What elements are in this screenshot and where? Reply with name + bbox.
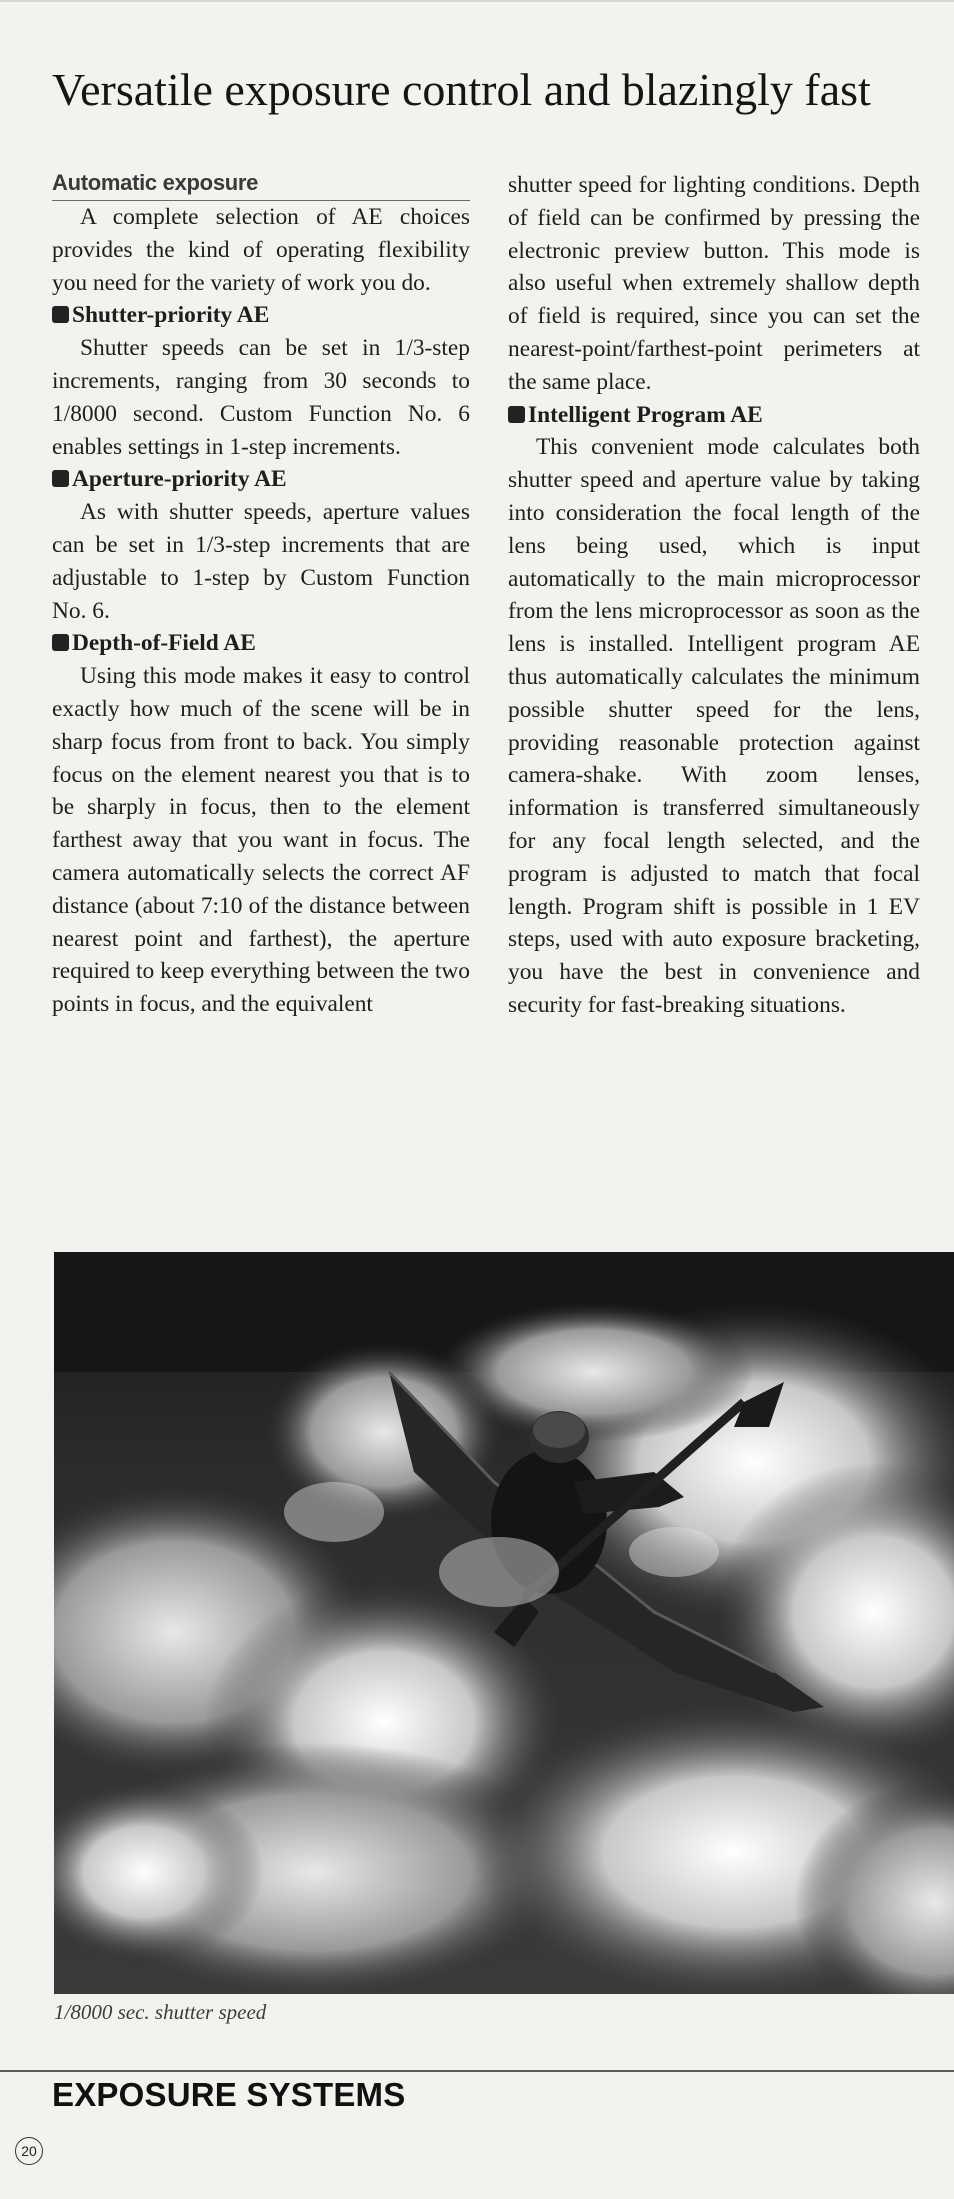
shutter-priority-paragraph: Shutter speeds can be set in 1/3-step increments, ranging from 30 seconds to 1/8000 second. Custom Function No. 6 enables settings in 1-step increments. xyxy=(52,335,470,460)
photo-caption: 1/8000 sec. shutter speed xyxy=(54,2000,267,2024)
shutter-priority-heading xyxy=(52,299,470,332)
depth-of-field-title: Depth-of-Field AE xyxy=(72,630,256,657)
bullet-icon xyxy=(52,306,69,323)
intelligent-program-title: Intelligent Program AE xyxy=(528,401,763,428)
depth-of-field-paragraph: Using this mode makes it easy to control exactly how much of the scene will be in sharp focus from front to back. You simply focus on the element nearest you that is to be sharply in focus, then to the element farthest away that you want in focus. The camera automatically selects the correct AF distance (about 7:10 of the distance between nearest point and farthest), the aperture required to keep everything between the two points in focus, and the equivalent xyxy=(52,663,470,1018)
section-label: Automatic exposure xyxy=(52,168,470,201)
aperture-priority-title: Aperture-priority AE xyxy=(72,466,287,493)
bullet-icon xyxy=(52,634,69,651)
intro-paragraph: A complete selection of AE choices provides the kind of operating flexibility you need for the variety of work you do. xyxy=(52,204,470,296)
aperture-priority-heading xyxy=(52,463,470,496)
bullet-icon xyxy=(52,470,69,487)
depth-of-field-continued: shutter speed for lighting conditions. Depth of field can be confirmed by pressing the electronic preview button. This mode is also useful when extremely shallow depth of field is required, since you can set the nearest-point/farthest-point perimeters at the same place. xyxy=(508,172,920,395)
depth-of-field-heading xyxy=(52,627,470,660)
page-number: 20 xyxy=(15,2137,43,2165)
footer-rule xyxy=(0,2070,954,2072)
kayak-photo xyxy=(54,1252,954,1994)
aperture-priority-paragraph: As with shutter speeds, aperture values can be set in 1/3-step increments that are adjustable to 1-step by Custom Function No. 6. xyxy=(52,499,470,624)
top-border xyxy=(0,0,954,2)
intelligent-program-paragraph: This convenient mode calculates both shutter speed and aperture value by taking into consideration the focal length of the lens being used, which is input automatically to the main microprocessor from the lens microprocessor as soon as the lens is installed. Intelligent program AE thus automatically calculates the minimum possible shutter speed for the lens, providing reasonable protection against camera-shake. With zoom lenses, information is transferred simultaneously for any focal length selected, and the program is adjusted to match that focal length. Program shift is possible in 1 EV steps, used with auto exposure bracketing, you have the best in convenience and security for fast-breaking situations. xyxy=(508,434,920,1018)
footer-title: EXPOSURE SYSTEMS xyxy=(52,2076,406,2113)
right-column xyxy=(508,169,920,1022)
page-heading: Versatile exposure control and blazingly fast xyxy=(52,64,871,115)
bullet-icon xyxy=(508,406,525,423)
intelligent-program-heading xyxy=(508,399,920,432)
shutter-priority-title: Shutter-priority AE xyxy=(72,302,270,329)
left-column xyxy=(52,168,470,1021)
